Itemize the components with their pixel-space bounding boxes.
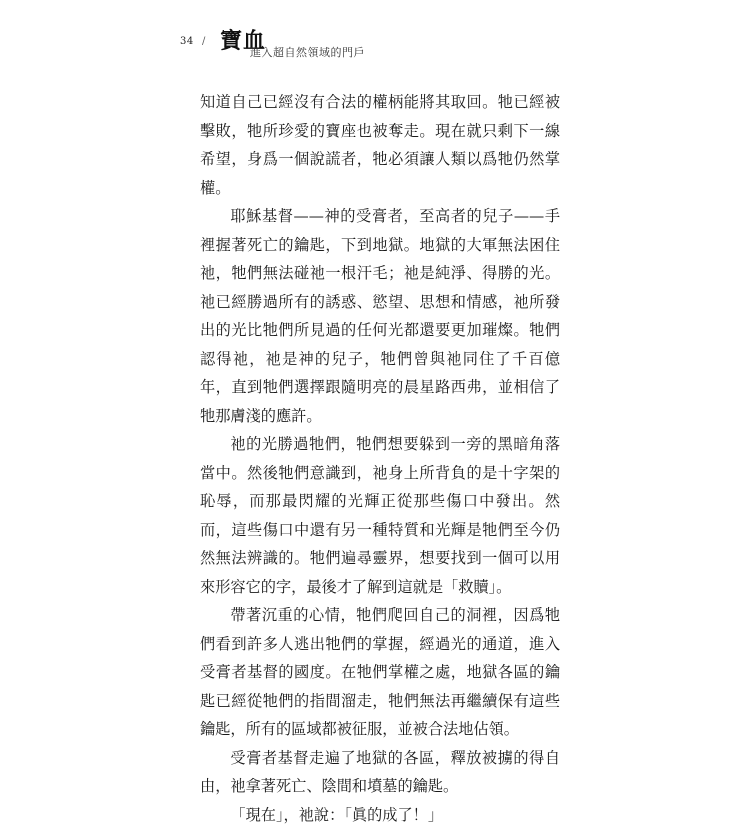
page-number: 34	[180, 36, 194, 47]
book-subtitle: 進入超自然領域的門戶	[250, 44, 365, 60]
book-title: 寶血	[220, 24, 266, 55]
paragraph-quote: 「現在」，祂說：「眞的成了！」	[200, 801, 560, 829]
paragraph: 祂的光勝過牠們，牠們想要躲到一旁的黑暗角落當中。然後牠們意識到，祂身上所背負的是十字架的恥辱，而那最閃耀的光輝正從那些傷口中發出。然而，這些傷口中還有另一種特質和光輝是牠們至今仍然無法辨識的。牠們遍尋靈界，想要找到一個可以用來形容它的字，最後才了解到這就是「救贖」。	[200, 430, 560, 601]
paragraph-continued: 知道自己已經沒有合法的權柄能將其取回。牠已經被擊敗，牠所珍愛的寶座也被奪走。現在就只剩下一線希望，身爲一個說謊者，牠必須讓人類以爲牠仍然掌權。	[200, 88, 560, 202]
paragraph: 受膏者基督走遍了地獄的各區，釋放被擄的得自由，祂拿著死亡、陰間和墳墓的鑰匙。	[200, 744, 560, 801]
paragraph: 帶著沉重的心情，牠們爬回自己的洞裡，因爲牠們看到許多人逃出牠們的掌握，經過光的通道，進入受膏者基督的國度。在牠們掌權之處，地獄各區的鑰匙已經從牠們的指間溜走，牠們無法再繼續保有這些鑰匙，所有的區域都被征服，並被合法地佔領。	[200, 601, 560, 744]
page-separator: /	[202, 36, 205, 47]
page-body	[200, 88, 560, 829]
paragraph: 耶穌基督——神的受膏者，至高者的兒子——手裡握著死亡的鑰匙，下到地獄。地獄的大軍無法困住祂，牠們無法碰祂一根汗毛；祂是純淨、得勝的光。祂已經勝過所有的誘惑、慾望、思想和情感，祂所發出的光比牠們所見過的任何光都還要更加璀燦。牠們認得祂，祂是神的兒子，牠們曾與祂同住了千百億年，直到牠們選擇跟隨明亮的晨星路西弗，並相信了牠那膚淺的應許。	[200, 202, 560, 430]
running-header	[170, 24, 590, 64]
